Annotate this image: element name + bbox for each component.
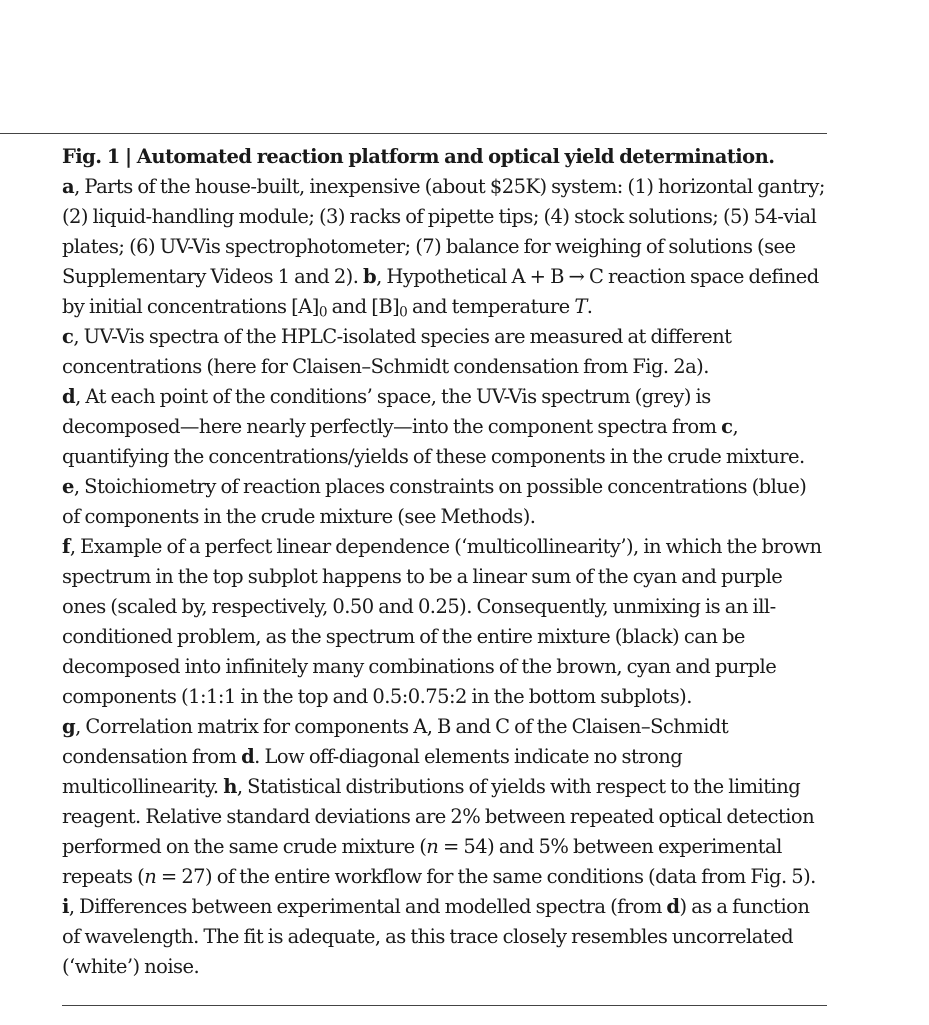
panel-b-text-4: . xyxy=(586,295,593,318)
panel-letter-a: a xyxy=(62,175,75,198)
panel-e-text: , Stoichiometry of reaction places constraints on possible concentrations (blue) of components in the crude mixture (see Methods). xyxy=(62,475,807,528)
figure-caption xyxy=(62,142,826,982)
panel-letter-g: g xyxy=(62,715,76,738)
panel-g-text-2: . Low off-diagonal elements indicate no strong multicollinearity. xyxy=(62,745,683,798)
panel-h-text-2: = 54) and 5% between experimental repeats ( xyxy=(62,835,782,888)
subscript-zero-a: 0 xyxy=(318,304,327,321)
panel-d-text-2: , quantifying the concentrations/yields of these components in the crude mixture. xyxy=(62,415,805,468)
panel-ref-d-g: d xyxy=(241,745,255,768)
panel-h-text-3: = 27) of the entire workflow for the same conditions (data from Fig. 5). xyxy=(156,865,816,888)
panel-f-text: , Example of a perfect linear dependence (‘multicollinearity’), in which the brown spectrum in the top subplot happens to be a linear sum of the cyan and purple ones (scaled by, respectively, 0.50 and 0.25). Consequently, unmixing is an ill-conditioned problem, as the spectrum of the entire mixture (black) can be decomposed into infinitely many combinations of the brown, cyan and purple components (1:1:1 in the top and 0.5:0.75:2 in the bottom subplots). xyxy=(62,535,822,708)
figure-title-text: Automated reaction platform and optical yield determination. xyxy=(136,145,775,168)
panel-i-text-2: ) as a function of wavelength. The fit is adequate, as this trace closely resembles uncorrelated (‘white’) noise. xyxy=(62,895,810,978)
subscript-zero-b: 0 xyxy=(399,304,408,321)
figure-label: Fig. 1 xyxy=(62,145,120,168)
panel-i-text-1: , Differences between experimental and modelled spectra (from xyxy=(68,895,667,918)
panel-letter-h: h xyxy=(223,775,237,798)
variable-temperature: T xyxy=(574,295,587,318)
panel-b-text-1: , Hypothetical A + B → C reaction space defined by initial concentrations [A] xyxy=(62,265,819,318)
panel-d-text-1: , At each point of the conditions’ space, the UV-Vis spectrum (grey) is decomposed—here nearly perfectly—into the component spectra from xyxy=(62,385,722,438)
panel-g-text-1: , Correlation matrix for components A, B and C of the Claisen–Schmidt condensation from xyxy=(62,715,729,768)
panel-letter-i: i xyxy=(62,895,69,918)
variable-n-2: n xyxy=(144,865,157,888)
panel-letter-c: c xyxy=(62,325,74,348)
panel-ref-c: c xyxy=(721,415,733,438)
panel-letter-e: e xyxy=(62,475,74,498)
panel-letter-d: d xyxy=(62,385,76,408)
variable-n-1: n xyxy=(426,835,439,858)
figure-label-separator: | xyxy=(119,145,137,168)
figure-title xyxy=(62,145,775,168)
top-rule xyxy=(0,133,827,134)
panel-b-text-3: and temperature xyxy=(407,295,575,318)
panel-letter-b: b xyxy=(363,265,377,288)
panel-b-text-2: and [B] xyxy=(326,295,400,318)
bottom-rule xyxy=(62,1005,827,1006)
caption-body xyxy=(62,172,826,982)
panel-ref-d-i: d xyxy=(666,895,680,918)
panel-letter-f: f xyxy=(62,535,70,558)
panel-c-text: , UV-Vis spectra of the HPLC-isolated species are measured at different concentrations (here for Claisen–Schmidt condensation from Fig. 2a). xyxy=(62,325,732,378)
panel-a-text: , Parts of the house-built, inexpensive (about $25K) system: (1) horizontal gantry; (2) liquid-handling module; (3) racks of pipette tips; (4) stock solutions; (5) 54-vial plates; (6) UV-Vis spectrophotometer; (7) balance for weighing of solutions (see Supplementary Videos 1 and 2). xyxy=(62,175,825,288)
panel-h-text-1: , Statistical distributions of yields with respect to the limiting reagent. Relative standard deviations are 2% between repeated optical detection performed on the same crude mixture ( xyxy=(62,775,815,858)
